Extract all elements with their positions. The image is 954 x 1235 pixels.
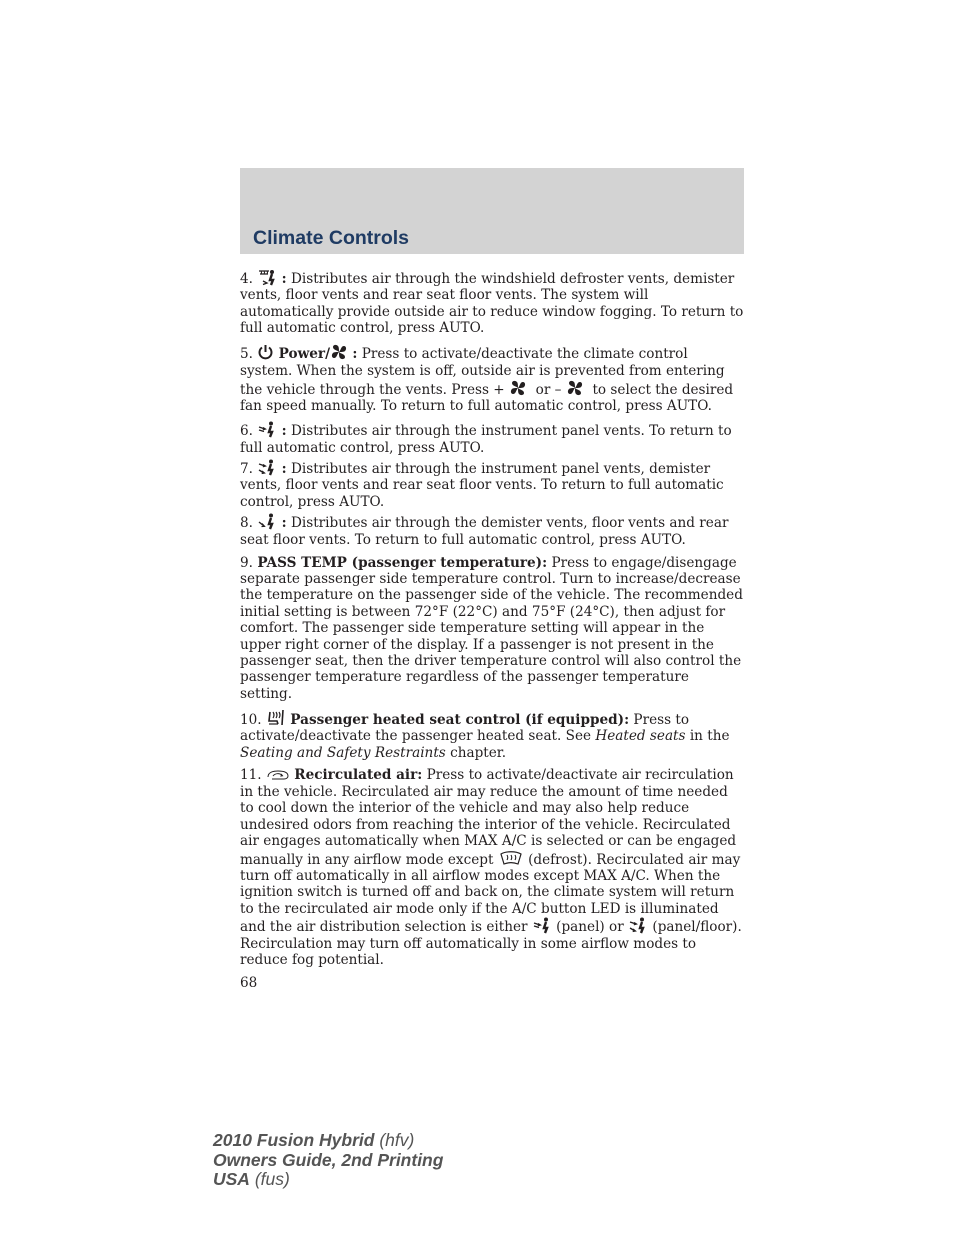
footer-line-2 xyxy=(213,1151,443,1171)
footer-market: USA xyxy=(213,1169,250,1189)
footer-printing: Owners Guide, 2nd Printing xyxy=(213,1149,444,1170)
heated-seat-icon xyxy=(266,709,286,727)
item-7-number: 7. xyxy=(240,461,253,478)
item-11-number: 11. xyxy=(240,767,262,784)
footer-line-1 xyxy=(213,1131,443,1151)
item-11-text-3: (panel) or xyxy=(556,919,624,936)
panel-mode-icon xyxy=(532,917,552,934)
item-6-separator: : xyxy=(281,423,287,440)
item-10-text-3: chapter. xyxy=(450,744,507,761)
recirculation-icon xyxy=(266,768,290,782)
item-7 xyxy=(240,459,744,510)
item-7-text: Distributes air through the instrument panel vents, demister vents, floor vents and rear seat floor vents. To return to full automatic control, press AUTO. xyxy=(240,461,724,510)
item-6-text: Distributes air through the instrument panel vents. To return to full automatic control, press AUTO. xyxy=(240,423,732,456)
item-11-text-2: (defrost). Recirculated air may turn off automatically in all airflow modes except MAX A/C. When the ignition switch is turned off and back on, the climate system will return to the recirculated air mode only if the A/C button LED is illuminated and the air distribution selection is either xyxy=(240,851,741,936)
panel-mode-icon xyxy=(257,421,277,438)
item-9 xyxy=(240,555,744,703)
item-10-number: 10. xyxy=(240,711,262,728)
document-footer xyxy=(213,1131,443,1190)
item-11-text-4: (panel/floor). Recirculation may turn off automatically in some airflow modes to reduce fog potential. xyxy=(240,919,742,968)
item-5-text-2: or – xyxy=(535,381,562,398)
footer-market-code: (fus) xyxy=(254,1169,290,1189)
item-5-number: 5. xyxy=(240,346,253,363)
section-header-band xyxy=(240,168,744,254)
page-number: 68 xyxy=(240,974,258,991)
item-5-separator: : xyxy=(352,346,358,363)
power-icon xyxy=(257,344,274,361)
heated-seats-reference: Heated seats xyxy=(595,728,686,745)
item-8-text: Distributes air through the demister vents, floor vents and rear seat floor vents. To return to full automatic control, press AUTO. xyxy=(240,515,729,548)
item-4-separator: : xyxy=(281,271,287,287)
item-8-separator: : xyxy=(281,515,287,532)
item-5-label: Power/ xyxy=(278,346,331,363)
page-content xyxy=(240,269,744,991)
item-10-label: Passenger heated seat control (if equipped): xyxy=(290,711,630,728)
fan-icon xyxy=(330,343,348,361)
item-6 xyxy=(240,421,744,456)
footer-model-code: (hfv) xyxy=(379,1130,415,1150)
panel-floor-mode-icon xyxy=(628,917,648,934)
item-10-text-1: Press to activate/deactivate the passenger heated seat. See xyxy=(240,711,690,745)
item-4-text: Distributes air through the windshield defroster vents, demister vents, floor vents and rear seat floor vents. The system will automatically provide outside air to reduce window fogging. To return to full automatic control, press AUTO. xyxy=(240,271,744,337)
footer-line-3 xyxy=(213,1170,443,1190)
item-5-text-1: Press to activate/deactivate the climate control system. When the system is off, outside air is prevented from entering the vehicle through the vents. Press + xyxy=(240,346,725,398)
item-9-text: Press to engage/disengage separate passenger side temperature control. Turn to increase/decrease the temperature on the passenger side of the vehicle. The recommended initial setting is between 72°F (22°C) and 75°F (24°C), then adjust for comfort. The passenger side temperature setting will appear in the upper right corner of the display. If a passenger is not present in the passenger seat, then the driver temperature control will also control the passenger temperature regardless of the passenger temperature setting. xyxy=(240,554,743,702)
item-4 xyxy=(240,269,744,337)
defrost-icon xyxy=(498,850,524,867)
item-6-number: 6. xyxy=(240,423,253,440)
item-11-label: Recirculated air: xyxy=(294,767,423,784)
seating-chapter-reference: Seating and Safety Restraints xyxy=(240,744,446,761)
defrost-floor-mode-icon xyxy=(257,269,277,286)
fan-icon xyxy=(566,379,584,397)
item-4-number: 4. xyxy=(240,271,253,287)
item-10-text-2: in the xyxy=(689,728,730,745)
item-8-number: 8. xyxy=(240,515,253,532)
item-8 xyxy=(240,513,744,548)
item-9-number: 9. xyxy=(240,554,253,571)
item-11 xyxy=(240,767,744,968)
item-5 xyxy=(240,343,744,415)
panel-floor-mode-icon xyxy=(257,459,277,476)
item-7-separator: : xyxy=(281,461,287,478)
item-9-label: PASS TEMP (passenger temperature): xyxy=(257,554,548,571)
fan-icon xyxy=(509,379,527,397)
item-10 xyxy=(240,709,744,761)
item-5-text-3: to select the desired fan speed manually. To return to full automatic control, press AUTO. xyxy=(240,381,734,415)
floor-mode-icon xyxy=(257,513,277,530)
item-11-text-1: Press to activate/deactivate air recirculation in the vehicle. Recirculated air may reduce the amount of time needed to cool down the interior of the vehicle and may also help reduce undesired odors from reaching the interior of the vehicle. Recirculated air engages automatically when MAX A/C is selected or can be engaged manually in any airflow mode except xyxy=(240,767,737,868)
footer-model: 2010 Fusion Hybrid xyxy=(213,1130,375,1150)
section-title: Climate Controls xyxy=(253,227,410,249)
